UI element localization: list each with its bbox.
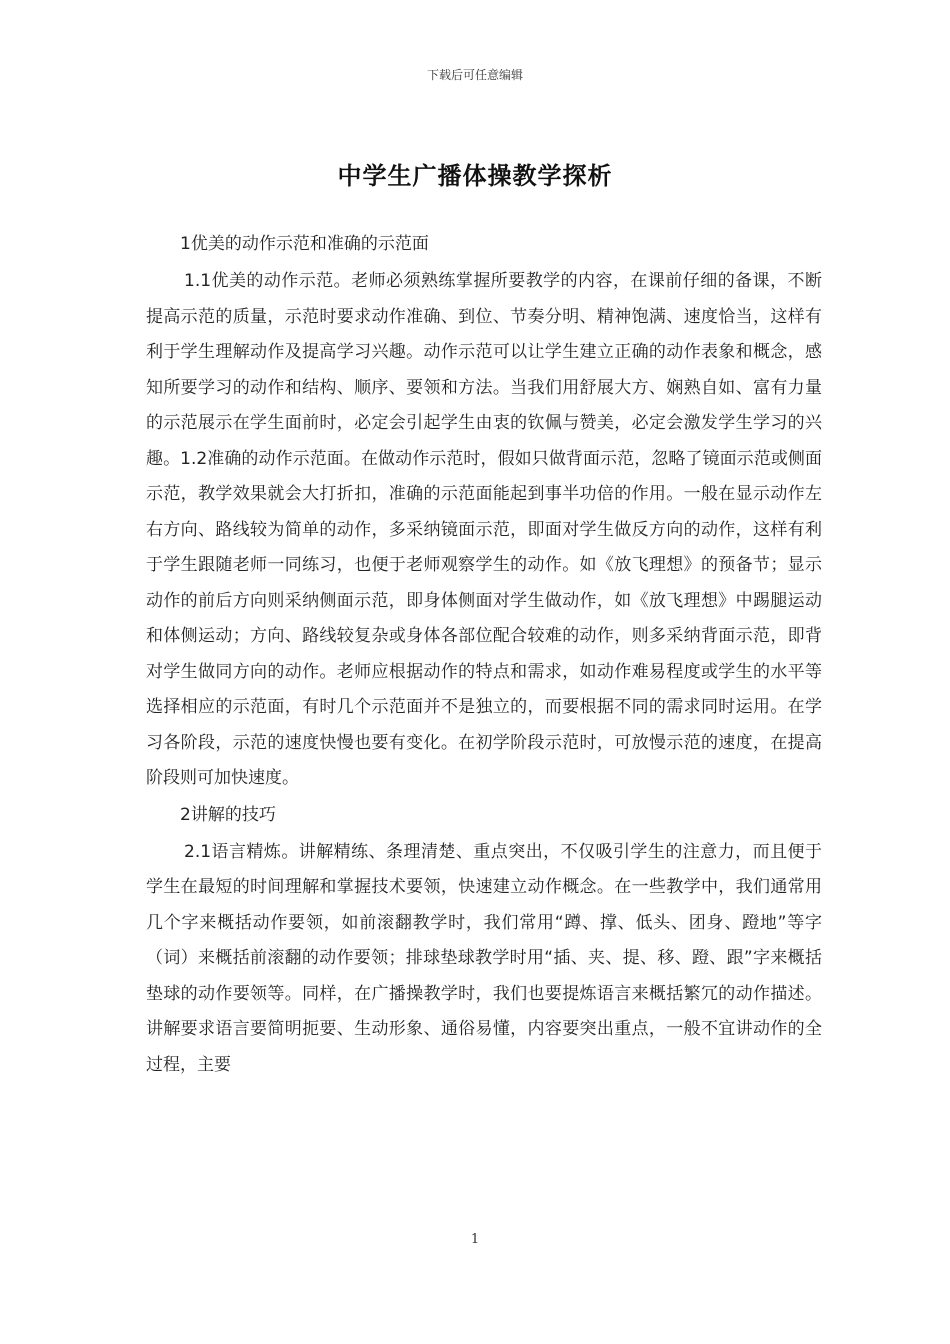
section-heading-1: 1优美的动作示范和准确的示范面 [180, 234, 429, 254]
section-heading-2: 2讲解的技巧 [180, 804, 276, 825]
document-title: 中学生广播体操教学探析 [337, 162, 613, 190]
section-paragraph-2: 2.1语言精炼。讲解精练、条理清楚、重点突出，不仅吸引学生的注意力，而且便于学生在最短的时间理解和掌握技术要领，快速建立动作概念。在一些教学中，我们通常用几个字来概括动作要领，如前滚翻教学时，我们常用“蹲、撑、低头、团身、蹬地”等字（词）来概括前滚翻的动作要领；排球垫球教学时用“插、夹、提、移、蹬、跟”字来概括垫球的动作要领等。同样，在广播操教学时，我们也要提炼语言来概括繁冗的动作描述。讲解要求语言要简明扼要、生动形象、通俗易懂，内容要突出重点，一般不宜讲动作的全过程，主要 [146, 841, 822, 1075]
page-header: 下载后可任意编辑 [426, 68, 523, 82]
document-body [146, 230, 822, 1087]
page-number: 1 [470, 1232, 480, 1247]
section-paragraph-1: 1.1优美的动作示范。老师必须熟练掌握所要教学的内容，在课前仔细的备课，不断提高示范的质量，示范时要求动作准确、到位、节奏分明、精神饱满、速度恰当，这样有利于学生理解动作及提高学习兴趣。动作示范可以让学生建立正确的动作表象和概念，感知所要学习的动作和结构、顺序、要领和方法。当我们用舒展大方、娴熟自如、富有力量的示范展示在学生面前时，必定会引起学生由衷的钦佩与赞美，必定会激发学生学习的兴趣。1.2准确的动作示范面。在做动作示范时，假如只做背面示范，忽略了镜面示范或侧面示范，教学效果就会大打折扣，准确的示范面能起到事半功倍的作用。一般在显示动作左右方向、路线较为简单的动作，多采纳镜面示范，即面对学生做反方向的动作，这样有利于学生跟随老师一同练习，也便于老师观察学生的动作。如《放飞理想》的预备节；显示动作的前后方向则采纳侧面示范，即身体侧面对学生做动作，如《放飞理想》中踢腿运动和体侧运动；方向、路线较复杂或身体各部位配合较难的动作，则多采纳背面示范，即背对学生做同方向的动作。老师应根据动作的特点和需求，如动作难易程度或学生的水平等选择相应的示范面，有时几个示范面并不是独立的，而要根据不同的需求同时运用。在学习各阶段，示范的速度快慢也要有变化。在初学阶段示范时，可放慢示范的速度，在提高阶段则可加快速度。 [146, 271, 822, 788]
